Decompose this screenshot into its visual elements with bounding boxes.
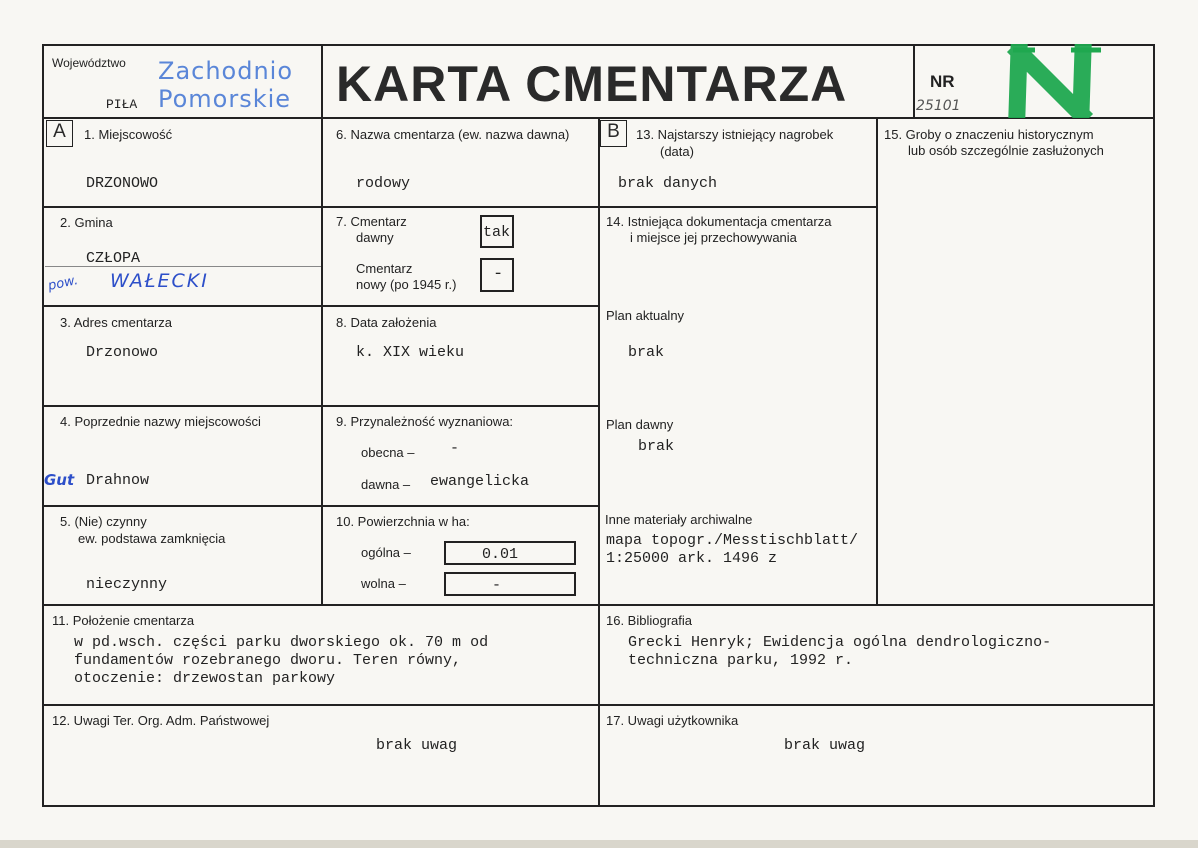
field-16-label: 16. Bibliografia [606,613,692,628]
nr-handwritten: 25101 [916,98,961,114]
region-stamp: PIŁA [106,97,138,112]
section-b-marker: B [600,120,627,147]
marker-n-icon [1005,44,1105,118]
wojewodztwo-label: Województwo [52,56,126,70]
field-5-label-line2: ew. podstawa zamknięcia [78,531,226,546]
inne-materialy-line: mapa topogr./Messtischblatt/ [606,532,859,549]
field-14-label-line2: i miejsce jej przechowywania [630,230,797,245]
field-6-value: rodowy [356,175,411,192]
field-2-value: CZŁOPA [86,250,141,267]
field-15-label: 15. Groby o znaczeniu historycznym [884,127,1094,142]
dawny-checkbox [480,215,514,248]
field-13-value: brak danych [618,175,718,192]
field-1-label: 1. Miejscowość [84,127,173,142]
field-7-nowy-label-line2: nowy (po 1945 r.) [356,277,457,292]
field-1-value: DRZONOWO [86,175,159,192]
wolna-box [444,572,576,596]
field-9-dawna-label: dawna – [361,477,411,492]
field-9-dawna-value: ewangelicka [430,473,530,490]
field-10-ogolna-value: 0.01 [482,546,519,563]
field-2-label: 2. Gmina [60,215,113,230]
page-title: KARTA CMENTARZA [336,56,848,112]
field-8-label: 8. Data założenia [336,315,437,330]
grid-line [321,44,323,605]
field-4-prefix-handwritten: Gut [44,471,75,489]
field-7-label: 7. Cmentarz [336,214,407,229]
plan-dawny-label: Plan dawny [606,417,674,432]
field-17-label: 17. Uwagi użytkownika [606,713,739,728]
field-11-label: 11. Położenie cmentarza [52,613,195,628]
field-9-label: 9. Przynależność wyznaniowa: [336,414,514,429]
field-16-line: techniczna parku, 1992 r. [628,652,854,669]
field-11-line: fundamentów rozebranego dworu. Teren równy, [74,652,462,669]
field-10-wolna-value: - [492,577,502,594]
field-16-line: Grecki Henryk; Ewidencja ogólna dendrologiczno- [628,634,1052,651]
field-7-dawny-label: dawny [356,230,394,245]
grid-line [913,44,915,118]
field-3-value: Drzonowo [86,344,159,361]
field-9-obecna-label: obecna – [361,445,415,460]
grid-line [42,305,598,307]
dawny-checkbox-value: tak [483,224,511,241]
grid-line [42,405,598,407]
voivodeship-stamp-line1: Zachodnio [158,57,294,85]
field-13-label-line2: (data) [660,144,694,159]
field-5-value: nieczynny [86,576,168,593]
field-14-label: 14. Istniejąca dokumentacja cmentarza [606,214,832,229]
inne-materialy-line: 1:25000 ark. 1496 z [606,550,778,567]
field-5-label: 5. (Nie) czynny [60,514,147,529]
field-3-label: 3. Adres cmentarza [60,315,172,330]
field-4-value: Drahnow [86,472,150,489]
nr-label: NR [930,72,955,91]
field-7-nowy-label: Cmentarz [356,261,413,276]
plan-aktualny-label: Plan aktualny [606,308,685,323]
voivodeship-stamp-line2: Pomorskie [158,85,292,113]
grid-line [42,505,598,507]
inne-materialy-label: Inne materiały archiwalne [605,512,753,527]
plan-dawny-value: brak [638,438,675,455]
field-6-label: 6. Nazwa cmentarza (ew. nazwa dawna) [336,127,570,142]
field-15-label-line2: lub osób szczególnie zasłużonych [908,143,1104,158]
field-11-line: w pd.wsch. części parku dworskiego ok. 70 m od [74,634,489,651]
nowy-checkbox-value: - [493,265,504,284]
field-10-ogolna-label: ogólna – [361,545,411,560]
field-10-label: 10. Powierzchnia w ha: [336,514,470,529]
field-13-label: 13. Najstarszy istniejący nagrobek [636,127,834,142]
card-edge [0,840,1198,848]
field-17-value: brak uwag [784,737,866,754]
ogolna-box [444,541,576,565]
field-9-obecna-value: - [450,440,460,457]
nowy-checkbox [480,258,514,292]
section-a-marker: A [46,120,73,147]
field-11-line: otoczenie: drzewostan parkowy [74,670,336,687]
field-4-label: 4. Poprzednie nazwy miejscowości [60,414,261,429]
field-12-label: 12. Uwagi Ter. Org. Adm. Państwowej [52,713,270,728]
field-10-wolna-label: wolna – [361,576,406,591]
plan-aktualny-value: brak [628,344,665,361]
grid-line [42,206,876,208]
field-12-value: brak uwag [376,737,458,754]
pow-handwritten-label: pow. [46,273,80,294]
grid-line [598,117,600,807]
field-8-value: k. XIX wieku [356,344,465,361]
pow-handwritten-value: WAŁECKI [110,270,209,292]
grid-line [876,117,878,605]
